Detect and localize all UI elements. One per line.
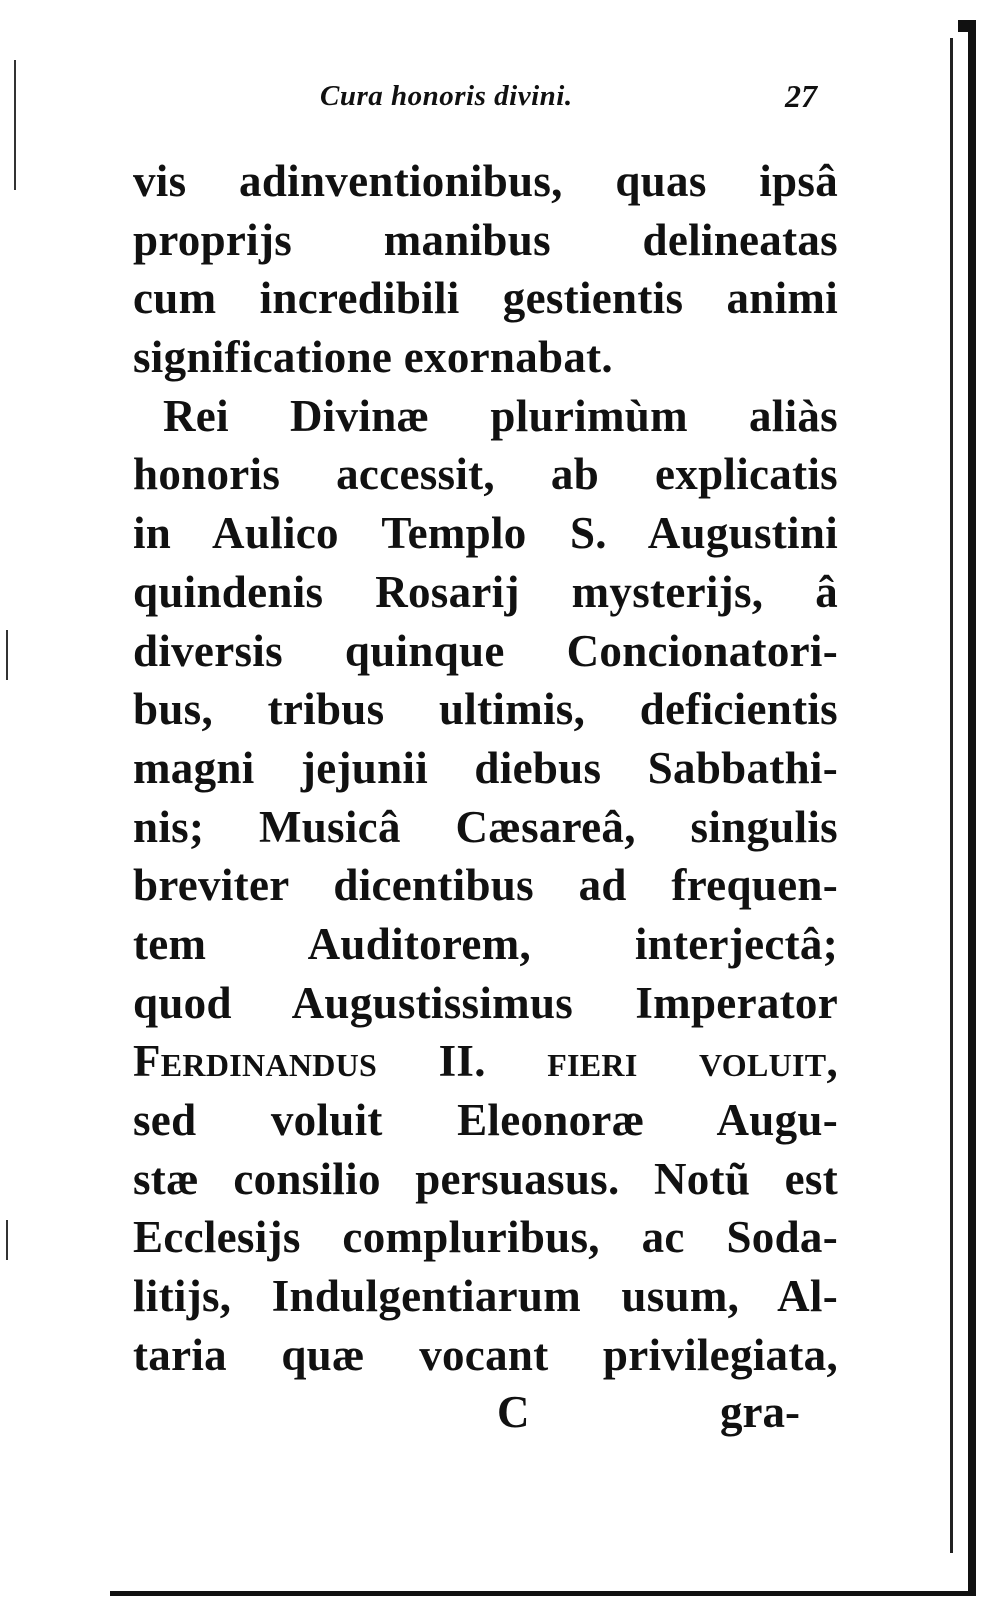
page-edge-right [968,20,976,1595]
text-line: sed voluit Eleonoræ Augu- [133,1095,838,1145]
page-number: 27 [785,78,817,114]
margin-mark [6,1220,8,1260]
text-line: litijs, Indulgentiarum usum, Al- [133,1271,838,1322]
text-line: proprijs manibus delineatas [133,214,838,265]
margin-mark [6,630,8,680]
text-line: bus, tribus ultimis, deficientis [133,684,838,735]
text-line: stæ consilio persuasus. Notũ est [133,1153,838,1204]
text-line: vis adinventionibus, quas ipsâ [133,156,838,206]
text-line: honoris accessit, ab explicatis [133,449,838,500]
text-line: quod Augustissimus Imperator [133,977,838,1028]
text-line: diversis quinque Concionatori- [133,625,838,676]
page-edge-bottom [110,1591,976,1596]
text-line: in Aulico Templo S. Augustini [133,508,838,559]
catchword: gra- [720,1387,800,1437]
body-text [133,152,838,1384]
text-line: magni jejunii diebus Sabbathi- [133,742,838,793]
page-edge-corner [958,20,976,32]
text-line: quindenis Rosarij mysterijs, â [133,566,838,617]
signature-mark: C [497,1387,530,1437]
text-line: breviter dicentibus ad frequen- [133,860,838,911]
text-line: significatione exornabat. [133,332,613,383]
text-line: cum incredibili gestientis animi [133,273,838,324]
running-head: Cura honoris divini. [320,80,573,112]
text-line: taria quæ vocant privilegiata, [133,1329,838,1380]
page-edge-inner [950,38,953,1553]
text-line: Rei Divinæ plurimùm aliàs [163,390,838,441]
text-line: tem Auditorem, interjectâ; [133,918,838,969]
text-line: Ecclesijs compluribus, ac Soda- [133,1212,838,1263]
text-line: nis; Musicâ Cæsareâ, singulis [133,801,838,852]
margin-mark [14,60,16,190]
text-line: Ferdinandus II. fieri voluit, [133,1036,838,1087]
page-footer [133,1382,838,1442]
